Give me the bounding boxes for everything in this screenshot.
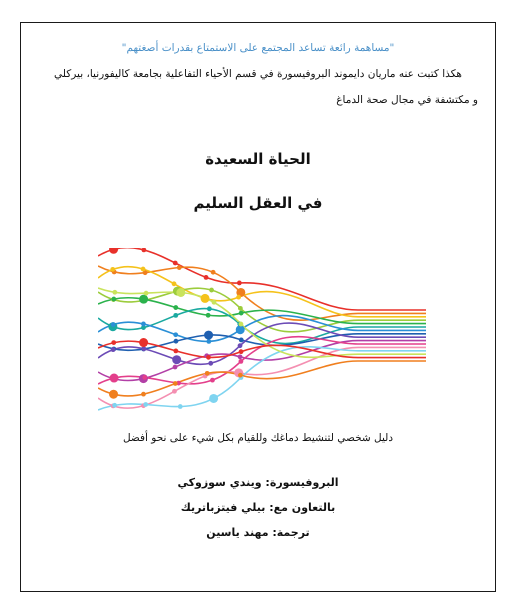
illustration-dot — [109, 390, 118, 399]
illustration-dot — [212, 300, 217, 305]
illustration-dot — [141, 248, 146, 252]
illustration-dot — [111, 322, 116, 327]
illustration-dot — [172, 281, 177, 286]
illustration-dot — [177, 265, 182, 270]
illustration-dot — [239, 349, 244, 354]
illustration-dot — [112, 403, 117, 408]
endorsement-quote: "مساهمة رائعة تساعد المجتمع على الاستمتاع بقدرات أصغتهم" — [121, 42, 395, 54]
illustration-dot — [109, 248, 118, 254]
illustration-dot — [178, 404, 183, 409]
collaborator-credit: بالتعاون مع: بيلي فيتزباتريك — [180, 501, 336, 514]
illustration-dot — [173, 381, 178, 386]
illustration-dot — [176, 288, 185, 297]
cover-illustration-colored-lines — [98, 248, 426, 420]
illustration-dot — [173, 313, 178, 318]
illustration-dot — [142, 375, 147, 380]
illustration-dot — [173, 348, 178, 353]
illustration-dot — [239, 322, 244, 327]
illustration-dot — [173, 305, 178, 310]
illustration-dot — [201, 294, 210, 303]
illustration-dot — [144, 291, 149, 296]
illustration-dot — [238, 373, 243, 378]
illustration-dot — [204, 275, 209, 280]
illustration-dot — [112, 290, 117, 295]
illustration-dot — [172, 389, 177, 394]
illustration-dot — [174, 339, 179, 344]
illustration-dot — [205, 371, 210, 376]
illustration-dot — [110, 267, 115, 272]
illustration-dot — [206, 339, 211, 344]
illustration-dot — [141, 346, 146, 351]
illustration-dot — [211, 270, 216, 275]
endorsement-attribution-line2: و مكتشفة في مجال صحة الدماغ — [336, 94, 478, 106]
illustration-dot — [239, 338, 244, 343]
illustration-dot — [204, 331, 213, 340]
illustration-dot — [111, 340, 116, 345]
illustration-dot — [143, 402, 148, 407]
illustration-dot — [236, 295, 241, 300]
illustration-dot — [206, 313, 211, 318]
illustration-dot — [236, 325, 245, 334]
illustration-dot — [209, 288, 214, 293]
illustration-dot — [173, 261, 178, 266]
illustration-dot — [237, 281, 242, 286]
illustration-dot — [238, 306, 243, 311]
illustration-dot — [172, 355, 181, 364]
illustration-dot — [209, 394, 218, 403]
book-title-line1: الحياة السعيدة — [205, 150, 311, 168]
endorsement-attribution-line1: هكذا كتبت عنه ماريان دايموند البروفيسورة في قسم الأحياء التفاعلية بجامعة كاليفورنيا، بيركلي — [54, 68, 462, 80]
illustration-dot — [139, 338, 148, 347]
illustration-dot — [239, 359, 244, 364]
illustration-dot — [207, 306, 212, 311]
illustration-dot — [238, 343, 243, 348]
illustration-dot — [173, 332, 178, 337]
illustration-dot — [141, 392, 146, 397]
illustration-dot — [208, 361, 213, 366]
illustration-dot — [173, 365, 178, 370]
book-title-line2: في العقل السليم — [193, 194, 323, 212]
illustration-dot — [111, 347, 116, 352]
illustration-dot — [139, 295, 148, 304]
translator-credit: ترجمة: مهند ياسين — [206, 526, 310, 539]
illustration-dot — [141, 322, 146, 327]
book-subtitle: دليل شخصي لتنشيط دماغك وللقيام بكل شيء على نحو أفضل — [122, 432, 394, 444]
illustration-dot — [111, 297, 116, 302]
illustration-dot — [239, 311, 244, 316]
illustration-dot — [210, 378, 215, 383]
illustration-dot — [110, 374, 119, 383]
author-credit: البروفيسورة: ويندي سوزوكي — [177, 476, 339, 489]
illustration-dot — [206, 355, 211, 360]
illustration-dot — [238, 354, 243, 359]
illustration-dot — [141, 267, 146, 272]
